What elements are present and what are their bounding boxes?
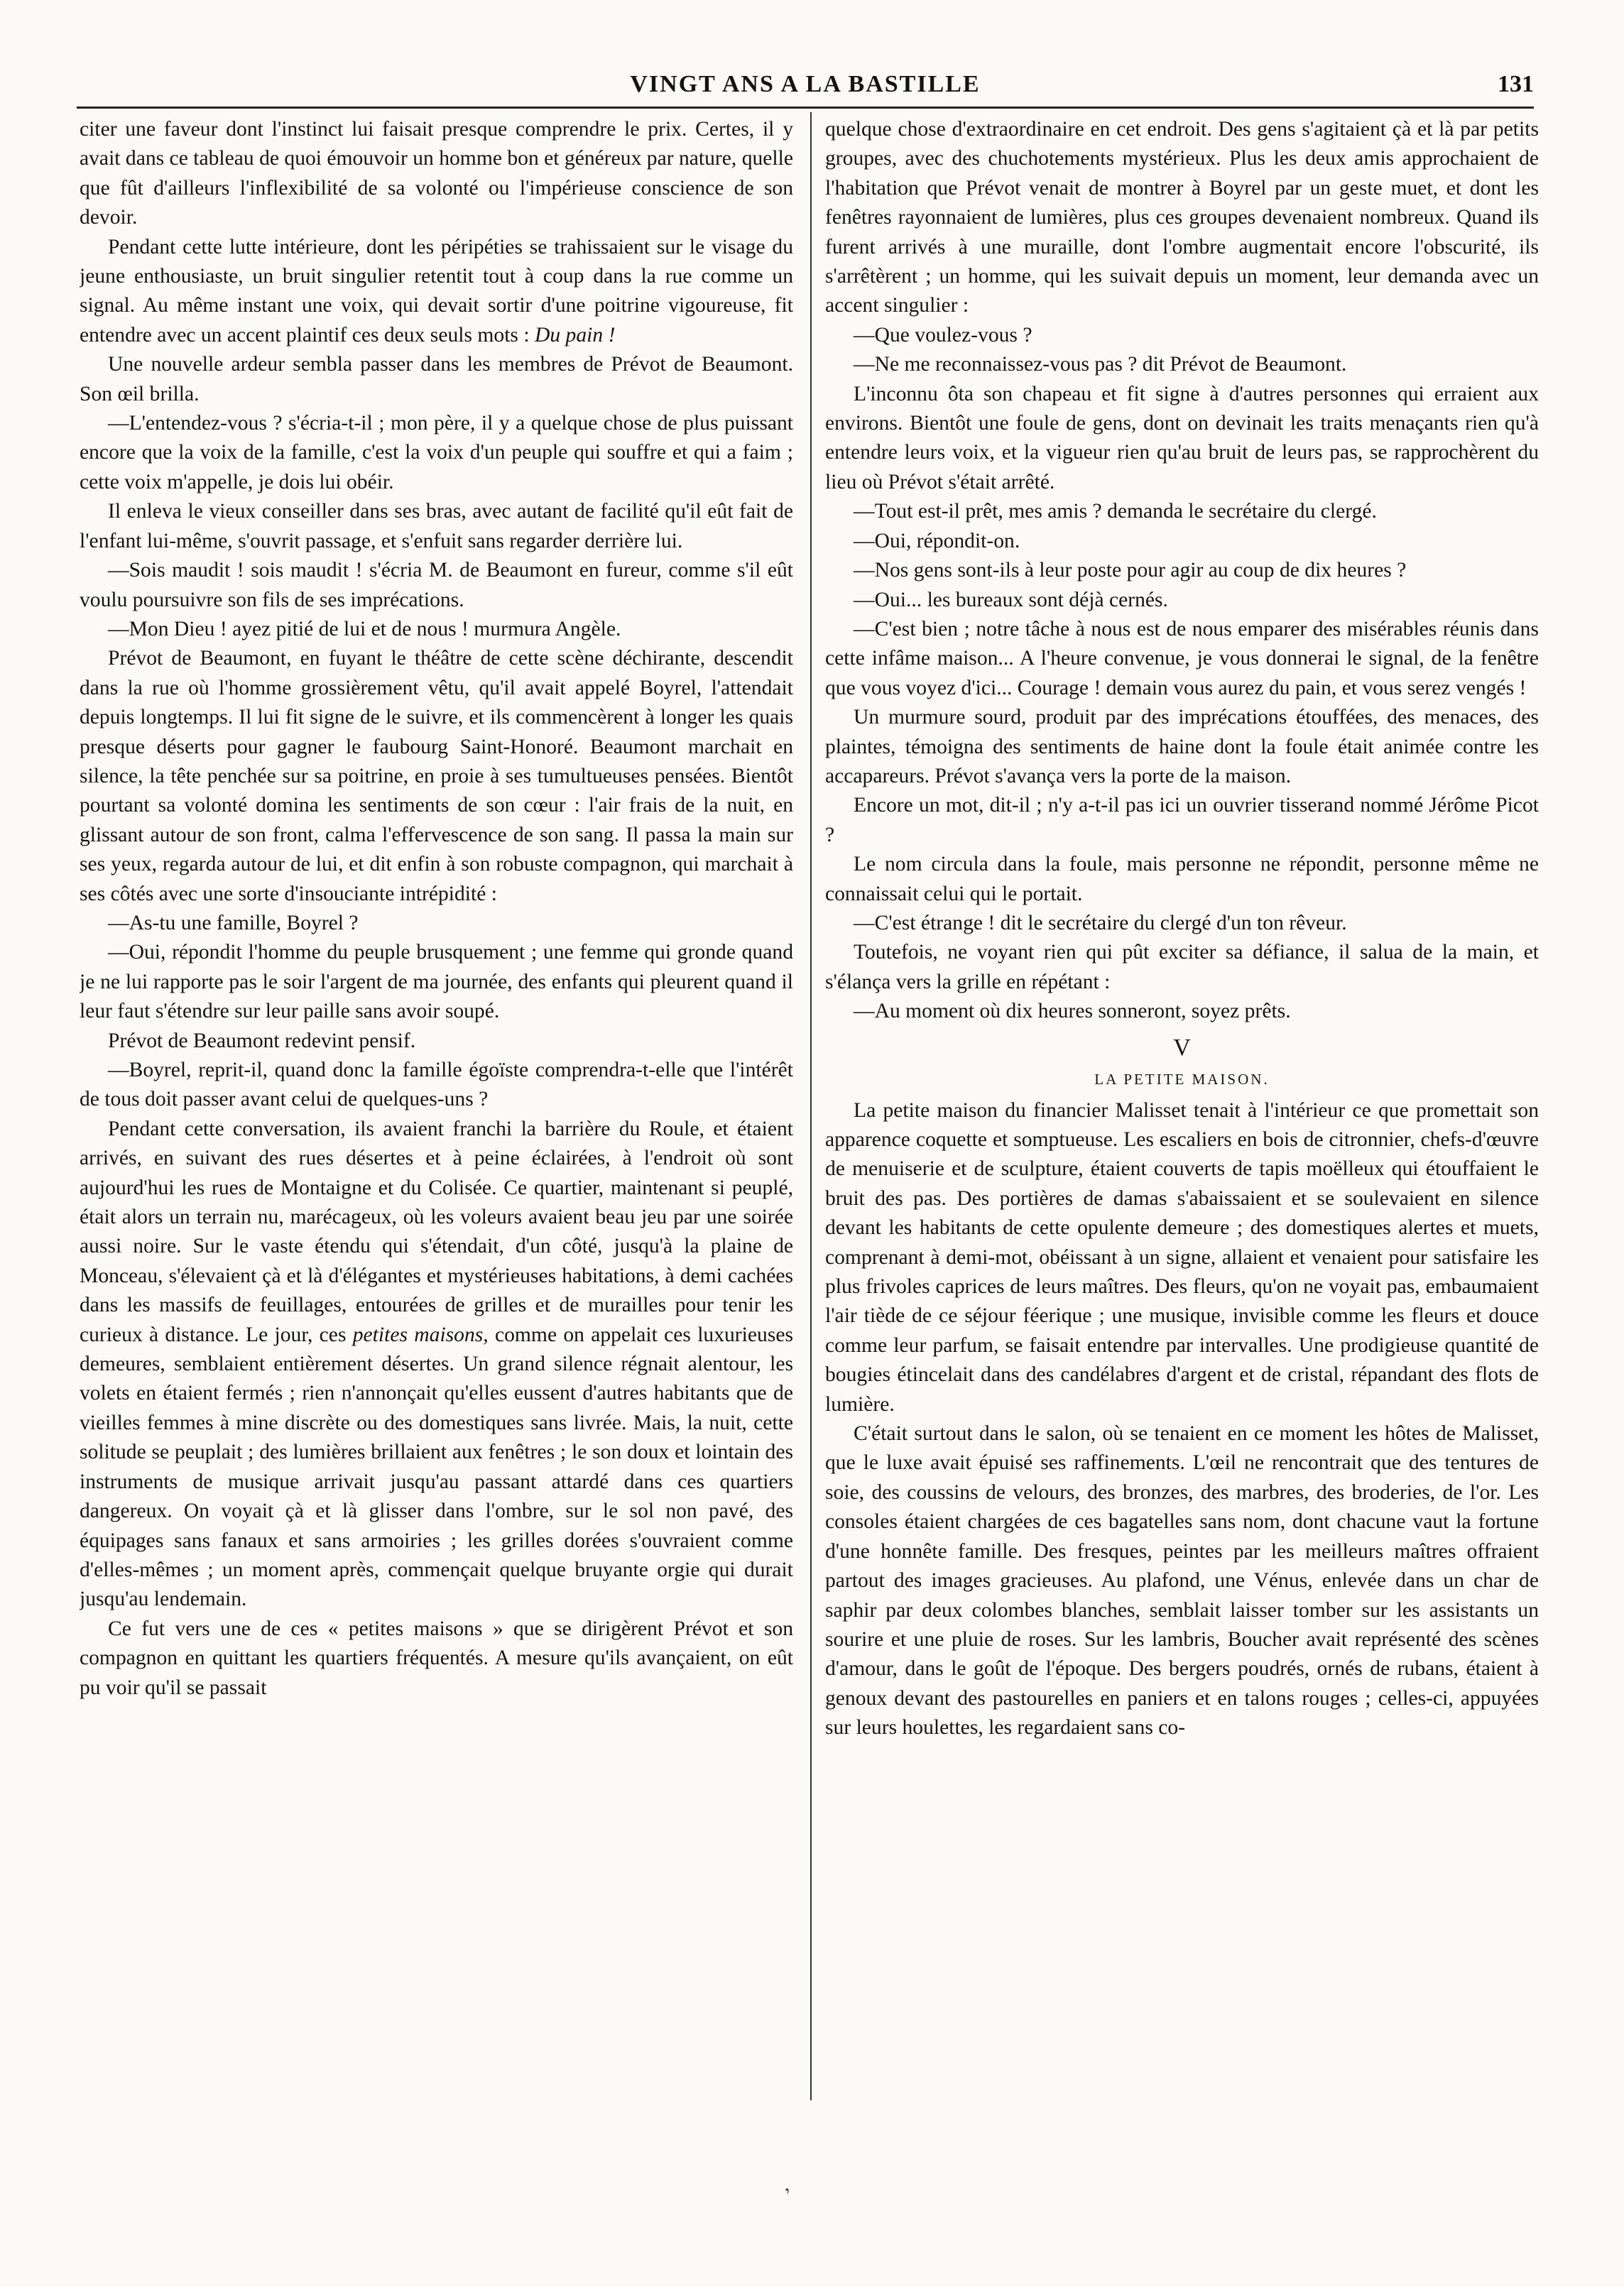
running-header xyxy=(77,68,1534,104)
paragraph: —Nos gens sont-ils à leur poste pour agir au coup de dix heures ? xyxy=(854,559,1407,582)
paragraph: —Tout est-il prêt, mes amis ? demanda le secrétaire du clergé. xyxy=(854,500,1377,523)
paragraph: Encore un mot, dit-il ; n'y a-t-il pas ici un ouvrier tisserand nommé Jérôme Picot ? xyxy=(825,794,1539,846)
paragraph: Une nouvelle ardeur sembla passer dans les membres de Prévot de Beaumont. Son œil brilla. xyxy=(80,353,793,405)
paragraph: —Oui, répondit-on. xyxy=(854,529,1020,552)
italic-phrase: petites maisons, xyxy=(352,1323,489,1346)
paragraph: —C'est bien ; notre tâche à nous est de nous emparer des misérables réunis dans cette infâme maison... A l'heure convenue, je vous donnerai le signal, de la fenêtre que vous voyez d'ici... Courage ! demain vous aurez du pain, et vous serez vengés ! xyxy=(825,617,1539,699)
paragraph: Le nom circula dans la foule, mais personne ne répondit, personne même ne connaissait celui qui le portait. xyxy=(825,853,1539,905)
paragraph: Un murmure sourd, produit par des imprécations étouffées, des menaces, des plaintes, témoigna des sentiments de haine dont la foule était animée contre les accapareurs. Prévot s'avança vers la porte de la maison. xyxy=(825,706,1539,787)
page-number: 131 xyxy=(1498,71,1534,97)
paragraph: —Sois maudit ! sois maudit ! s'écria M. de Beaumont en fureur, comme s'il eût voulu poursuivre son fils de ses imprécations. xyxy=(80,559,793,611)
paragraph: La petite maison du financier Malisset tenait à l'intérieur ce que promettait son apparence coquette et somptueuse. Les escaliers en bois de citronnier, chefs-d'œuvre de menuiserie et de sculpture, étaient couverts de tapis moëlleux qui étouffaient le bruit des pas. Des portières de damas s'abaissaient et se soulevaient en silence devant les habitants de cette opulente demeure ; des domestiques alertes et muets, comprenant à demi-mot, obéissant à un signe, allaient et venaient pour satisfaire les plus frivoles caprices de leurs maîtres. Des fleurs, qu'on ne voyait pas, embaumaient l'air tiède de ce séjour féerique ; une musique, invisible comme les fleurs et douce comme leur parfum, se faisait entendre par intervalles. Une prodigieuse quantité de bougies étincelait dans des candélabres d'argent et de cristal, répandant des flots de lumière. xyxy=(825,1098,1539,1416)
header-rule xyxy=(77,107,1534,109)
paragraph: —Que voulez-vous ? xyxy=(854,323,1032,346)
paragraph: Ce fut vers une de ces « petites maisons » que se dirigèrent Prévot et son compagnon en quittant les quartiers fréquentés. A mesure qu'ils avançaient, on eût pu voir qu'il se passait xyxy=(80,1617,793,1699)
paragraph: —Boyrel, reprit-il, quand donc la famille égoïste comprendra-t-elle que l'intérêt de tous doit passer avant celui de quelques-uns ? xyxy=(80,1059,793,1111)
paragraph: citer une faveur dont l'instinct lui faisait presque comprendre le prix. Certes, il y avait dans ce tableau de quoi émouvoir un homme bon et généreux par nature, quelle que fût d'ailleurs l'inflexibilité de sa volonté ou l'impérieuse conscience de son devoir. xyxy=(80,118,793,229)
stray-print-mark: ‚ xyxy=(775,2173,793,2197)
paragraph: Il enleva le vieux conseiller dans ses bras, avec autant de facilité qu'il eût fait de l'enfant lui-même, s'ouvrit passage, et s'enfuit sans regarder derrière lui. xyxy=(80,500,793,552)
paragraph: Prévot de Beaumont redevint pensif. xyxy=(108,1029,416,1052)
left-column xyxy=(80,115,793,2139)
running-title: VINGT ANS A LA BASTILLE xyxy=(630,71,981,97)
paragraph: —Au moment où dix heures sonneront, soyez prêts. xyxy=(854,1000,1291,1023)
paragraph: —Oui, répondit l'homme du peuple brusquement ; une femme qui gronde quand je ne lui rapporte pas le soir l'argent de ma journée, des enfants qui pleurent quand il leur faut s'étendre sur leur paille sans avoir soupé. xyxy=(80,941,793,1023)
paragraph: —C'est étrange ! dit le secrétaire du clergé d'un ton rêveur. xyxy=(854,911,1347,934)
paragraph: —L'entendez-vous ? s'écria-t-il ; mon père, il y a quelque chose de plus puissant encore que la voix de la famille, c'est la voix d'un peuple qui souffre et qui a faim ; cette voix m'appelle, je dois lui obéir. xyxy=(80,412,793,493)
paragraph: —Mon Dieu ! ayez pitié de lui et de nous ! murmura Angèle. xyxy=(108,617,621,640)
right-column xyxy=(825,115,1539,2139)
paragraph: quelque chose d'extraordinaire en cet endroit. Des gens s'agitaient çà et là par petits groupes, avec des chuchotements mystérieux. Plus les deux amis approchaient de l'habitation que Prévot venait de montrer à Boyrel par un geste muet, et dont les fenêtres rayonnaient de lumières, plus ces groupes devenaient nombreux. Quand ils furent arrivés à une muraille, dont l'ombre augmentait encore l'obscurité, ils s'arrêtèrent ; un homme, qui les suivait depuis un moment, leur demanda avec un accent singulier : xyxy=(825,118,1539,317)
paragraph: C'était surtout dans le salon, où se tenaient en ce moment les hôtes de Malisset, que le luxe avait épuisé ses raffinements. L'œil ne rencontrait que des tentures de soie, des coussins de velours, des bronzes, des marbres, des broderies, de l'or. Les consoles étaient chargées de ces bagatelles sans nom, dont chacune vaut la fortune d'une honnête famille. Des fresques, peintes par les meilleurs maîtres offraient partout des images gracieuses. Au plafond, une Vénus, enlevée dans un char de saphir par deux colombes blanches, semblait laisser tomber sur les assistants un sourire et une pluie de roses. Sur les lambris, Boucher avait représenté des scènes d'amour, dans le goût de l'époque. Des bergers poudrés, ornés de rubans, étaient à genoux devant des pastourelles en paniers et en talons rouges ; celles-ci, appuyées sur leurs houlettes, les regardaient sans co- xyxy=(825,1422,1539,1740)
paragraph: —Ne me reconnaissez-vous pas ? dit Prévot de Beaumont. xyxy=(854,353,1347,376)
paragraph: Pendant cette lutte intérieure, dont les péripéties se trahissaient sur le visage du jeune enthousiaste, un bruit singulier retentit tout à coup dans la rue comme un signal. Au même instant une voix, qui devait sortir d'une poitrine vigoureuse, fit entendre avec un accent plaintif ces deux seuls mots : Du pain ! xyxy=(80,235,793,346)
italic-phrase: Du pain ! xyxy=(534,323,616,346)
paragraph: Pendant cette conversation, ils avaient franchi la barrière du Roule, et étaient arrivés, en suivant des rues désertes et à peine éclairées, à l'endroit où sont aujourd'hui les rues de Montaigne et du Colisée. Ce quartier, maintenant si peuplé, était alors un terrain nu, marécageux, où les voleurs avaient beau jeu par une soirée aussi noire. Sur le vaste étendu qui s'étendait, d'un côté, jusqu'à la plaine de Monceau, s'élevaient çà et là d'élégantes et mystérieuses habitations, à demi cachées dans les massifs de feuillages, entourées de grilles et de murailles pour tenir les curieux à distance. Le jour, ces petites maisons, comme on appelait ces luxurieuses demeures, semblaient entièrement désertes. Un grand silence régnait alentour, les volets en étaient fermés ; rien n'annonçait qu'elles eussent d'autres habitants que de vieilles femmes à mine discrète ou des domestiques sans livrée. Mais, la nuit, cette solitude se peuplait ; des lumières brillaient aux fenêtres ; le son doux et lointain des instruments de musique arrivait jusqu'au passant attardé dans ces quartiers dangereux. On voyait çà et là glisser dans l'ombre, sur le sol non pavé, des équipages sans fanaux et sans armoiries ; les grilles dorées s'ouvraient comme d'elles-mêmes ; un moment après, commençait quelque bruyante orgie qui durait jusqu'au lendemain. xyxy=(80,1117,793,1611)
paragraph: —As-tu une famille, Boyrel ? xyxy=(108,911,359,934)
chapter-number: V xyxy=(1173,1034,1191,1061)
paragraph: —Oui... les bureaux sont déjà cernés. xyxy=(854,588,1168,611)
column-divider xyxy=(810,112,812,2100)
paragraph: Toutefois, ne voyant rien qui pût exciter sa défiance, il salua de la main, et s'élança vers la grille en répétant : xyxy=(825,941,1539,993)
chapter-title: LA PETITE MAISON. xyxy=(1094,1070,1270,1088)
paragraph: L'inconnu ôta son chapeau et fit signe à d'autres personnes qui erraient aux environs. Bientôt une foule de gens, dont on devinait les traits menaçants rien qu'à entendre leurs voix, et la vigueur rien qu'au bruit de leurs pas, se rapprochèrent du lieu où Prévot s'était arrêté. xyxy=(825,382,1539,493)
paragraph: Prévot de Beaumont, en fuyant le théâtre de cette scène déchirante, descendit dans la rue où l'homme grossièrement vêtu, qu'il avait appelé Boyrel, l'attendait depuis longtemps. Il lui fit signe de le suivre, et ils commencèrent à longer les quais presque déserts pour gagner le faubourg Saint-Honoré. Beaumont marchait en silence, la tête penchée sur sa poitrine, en proie à ses tumultueuses pensées. Bientôt pourtant sa volonté domina les sentiments de son cœur : l'air frais de la nuit, en glissant autour de son front, calma l'effervescence de son sang. Il passa la main sur ses yeux, regarda autour de lui, et dit enfin à son robuste compagnon, qui marchait à ses côtés avec une sorte d'insouciante intrépidité : xyxy=(80,647,793,905)
